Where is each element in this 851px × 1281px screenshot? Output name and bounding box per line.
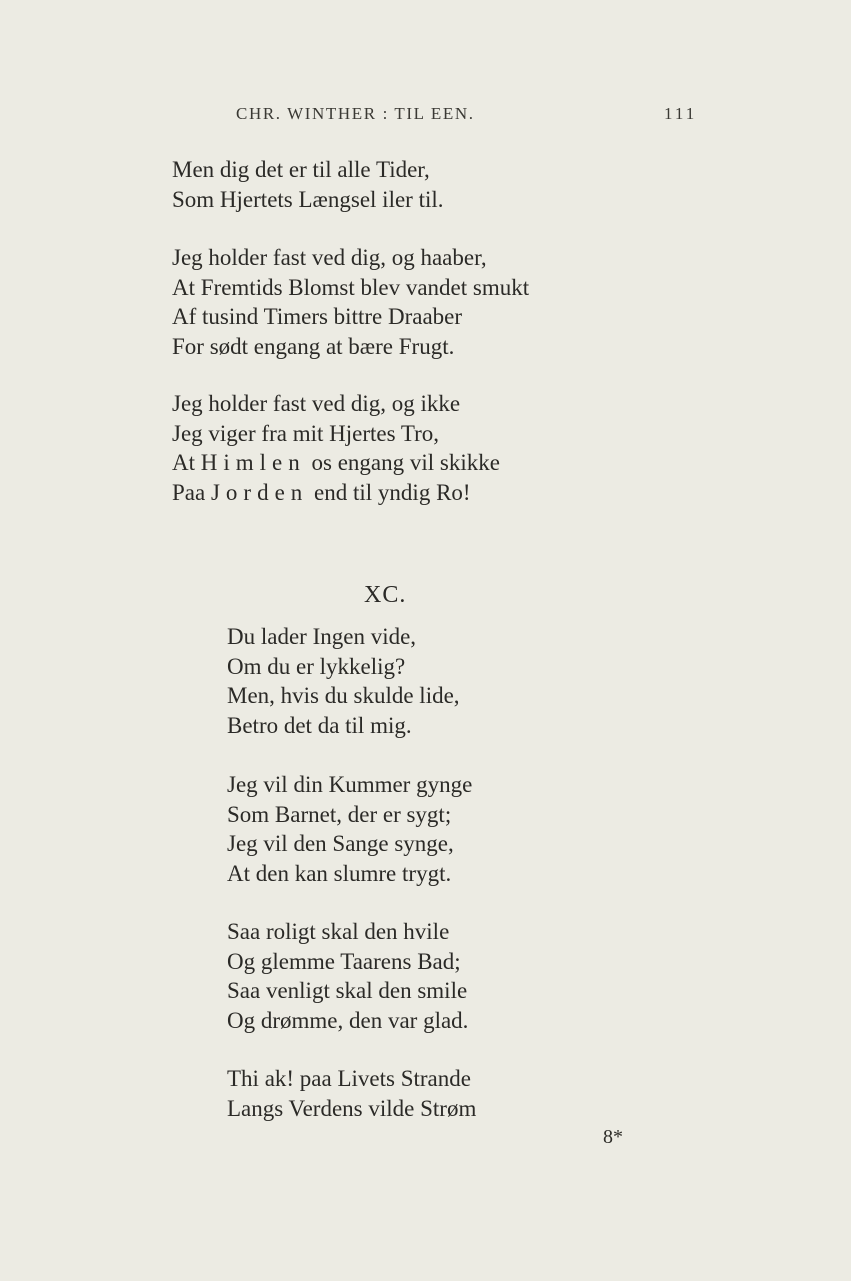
stanza [227,622,460,740]
verse-line: At Fremtids Blomst blev vandet smukt [172,274,530,300]
verse-line: Du lader Ingen vide, [227,624,417,649]
stanza [172,155,444,214]
verse-text: end til yndig Ro! [308,479,471,505]
stanza [227,917,468,1035]
stanza [227,770,472,888]
verse-line: Som Hjertets Længsel iler til. [172,186,444,212]
verse-text: os engang vil skikke [305,450,500,475]
verse-line: Som Barnet, der er sygt; [227,801,452,827]
page-number: 111 [664,104,698,123]
stanza [227,1064,476,1123]
verse-line: At den kan slumre trygt. [227,860,452,886]
verse-line: Langs Verdens vilde Strøm [227,1095,477,1121]
verse-line: Jeg vil den Sange synge, [227,831,454,856]
verse-line: Thi ak! paa Livets Strande [227,1066,471,1091]
stanza [172,389,500,507]
verse-line: Betro det da til mig. [227,712,412,738]
verse-line: Saa roligt skal den hvile [227,919,450,944]
verse-line [172,478,500,508]
verse-line: Jeg viger fra mit Hjertes Tro, [172,420,440,446]
verse-line: Jeg holder fast ved dig, og ikke [172,391,461,416]
verse-line: For sødt engang at bære Frugt. [172,333,455,359]
signature-mark: 8* [603,1126,623,1148]
verse-line: Om du er lykkelig? [227,653,406,679]
verse-line: Af tusind Timers bittre Draaber [172,304,463,329]
verse-line: Jeg holder fast ved dig, og haaber, [172,245,487,270]
verse-line: Saa venligt skal den smile [227,978,468,1003]
verse-text: At [172,450,201,475]
spaced-emphasis: Jorden [210,479,309,505]
verse-line: Og glemme Taarens Bad; [227,948,461,974]
verse-line: Men, hvis du skulde lide, [227,683,460,708]
running-title: CHR. WINTHER : TIL EEN. [236,104,475,123]
verse-line: Men dig det er til alle Tider, [172,157,430,182]
verse-line: Og drømme, den var glad. [227,1007,469,1033]
verse-line: Jeg vil din Kummer gynge [227,772,473,797]
stanza [172,243,529,361]
verse-text: Paa [172,479,211,505]
poem-number: XC. [364,582,407,608]
spaced-emphasis: Himlen [200,450,306,475]
verse-line [172,448,500,478]
